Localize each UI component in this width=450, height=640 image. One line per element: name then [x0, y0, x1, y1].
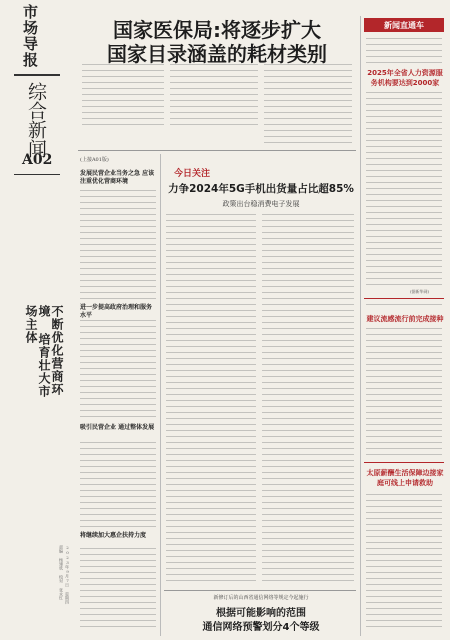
edition-divider: [14, 174, 60, 175]
center-headline: 力争2024年5G手机出货量占比超85%: [168, 183, 354, 195]
right-item2-text: [366, 328, 442, 456]
left-column-heading-4: 将继续加大惠企扶持力度: [80, 532, 147, 539]
right-item1-byline: (据新华网): [410, 289, 430, 294]
center-bottom-rule: [164, 590, 356, 591]
right-item2-title: 建议流感流行前完成接种: [366, 315, 444, 323]
left-column-source-tag: (上接A01版): [80, 157, 109, 163]
main-story-rule: [78, 150, 356, 151]
left-column-divider: [160, 154, 161, 636]
sidebar-slogan: 不断优化营商环境 培育壮大市场主体: [24, 305, 64, 398]
left-column-heading-3: 吸引民营企业 通过整体发展: [80, 424, 155, 431]
bottom-kicker: 新修订后的山西省通信网络等规定今起施行: [213, 595, 309, 601]
edition-number: A02: [22, 152, 53, 168]
date-line: 2023年9月7日 星期四: [65, 545, 70, 604]
right-item-divider-2: [364, 462, 444, 463]
main-story-text-col3: [264, 64, 352, 146]
left-column-heading-2: 进一步提高政府治理和服务水平: [80, 304, 153, 319]
right-item3-text: [366, 494, 442, 630]
news-express-label: 新闻直通车: [384, 21, 424, 30]
right-item2-kicker: [366, 304, 442, 310]
right-intro-text: [366, 38, 442, 64]
left-column-text-1: [80, 190, 156, 300]
right-item-divider-1: [364, 298, 444, 299]
center-subhead: 政策出台稳消费电子发展: [222, 200, 300, 208]
left-column-heading-1: 发展民营企业当务之急 应该注重优化营商环境: [80, 170, 155, 185]
left-sidebar: [0, 0, 74, 640]
masthead-logo: 市场导报: [21, 4, 39, 68]
left-column-text-4: [80, 548, 156, 632]
center-text-col1: [166, 214, 256, 584]
center-text-col2: [262, 214, 354, 584]
right-item1-text: [366, 92, 442, 286]
right-item1-title: 2025年全省人力资源服务机构要达到2000家: [367, 69, 443, 87]
section-name: 综合新闻: [25, 82, 47, 158]
main-headline-line2: 国家目录涵盖的耗材类别: [107, 42, 327, 66]
masthead-divider: [14, 74, 60, 76]
left-column-text-2: [80, 320, 156, 420]
left-column-text-3: [80, 442, 156, 528]
bottom-headline-line1: 根据可能影响的范围: [216, 608, 306, 619]
focus-label: 今日关注: [174, 169, 211, 179]
main-story-text-col2: [170, 64, 258, 130]
main-headline-line1: 国家医保局:将逐步扩大: [113, 18, 321, 42]
main-story-text-col1: [82, 64, 164, 130]
bottom-headline-line2: 通信网络预警划分4个等级: [202, 622, 320, 633]
editor-line: 责编 杨建欣 校对 张永红: [59, 545, 64, 600]
right-item3-title: 太原薪酬生活保障边接家庭可线上申请救助: [366, 469, 444, 487]
